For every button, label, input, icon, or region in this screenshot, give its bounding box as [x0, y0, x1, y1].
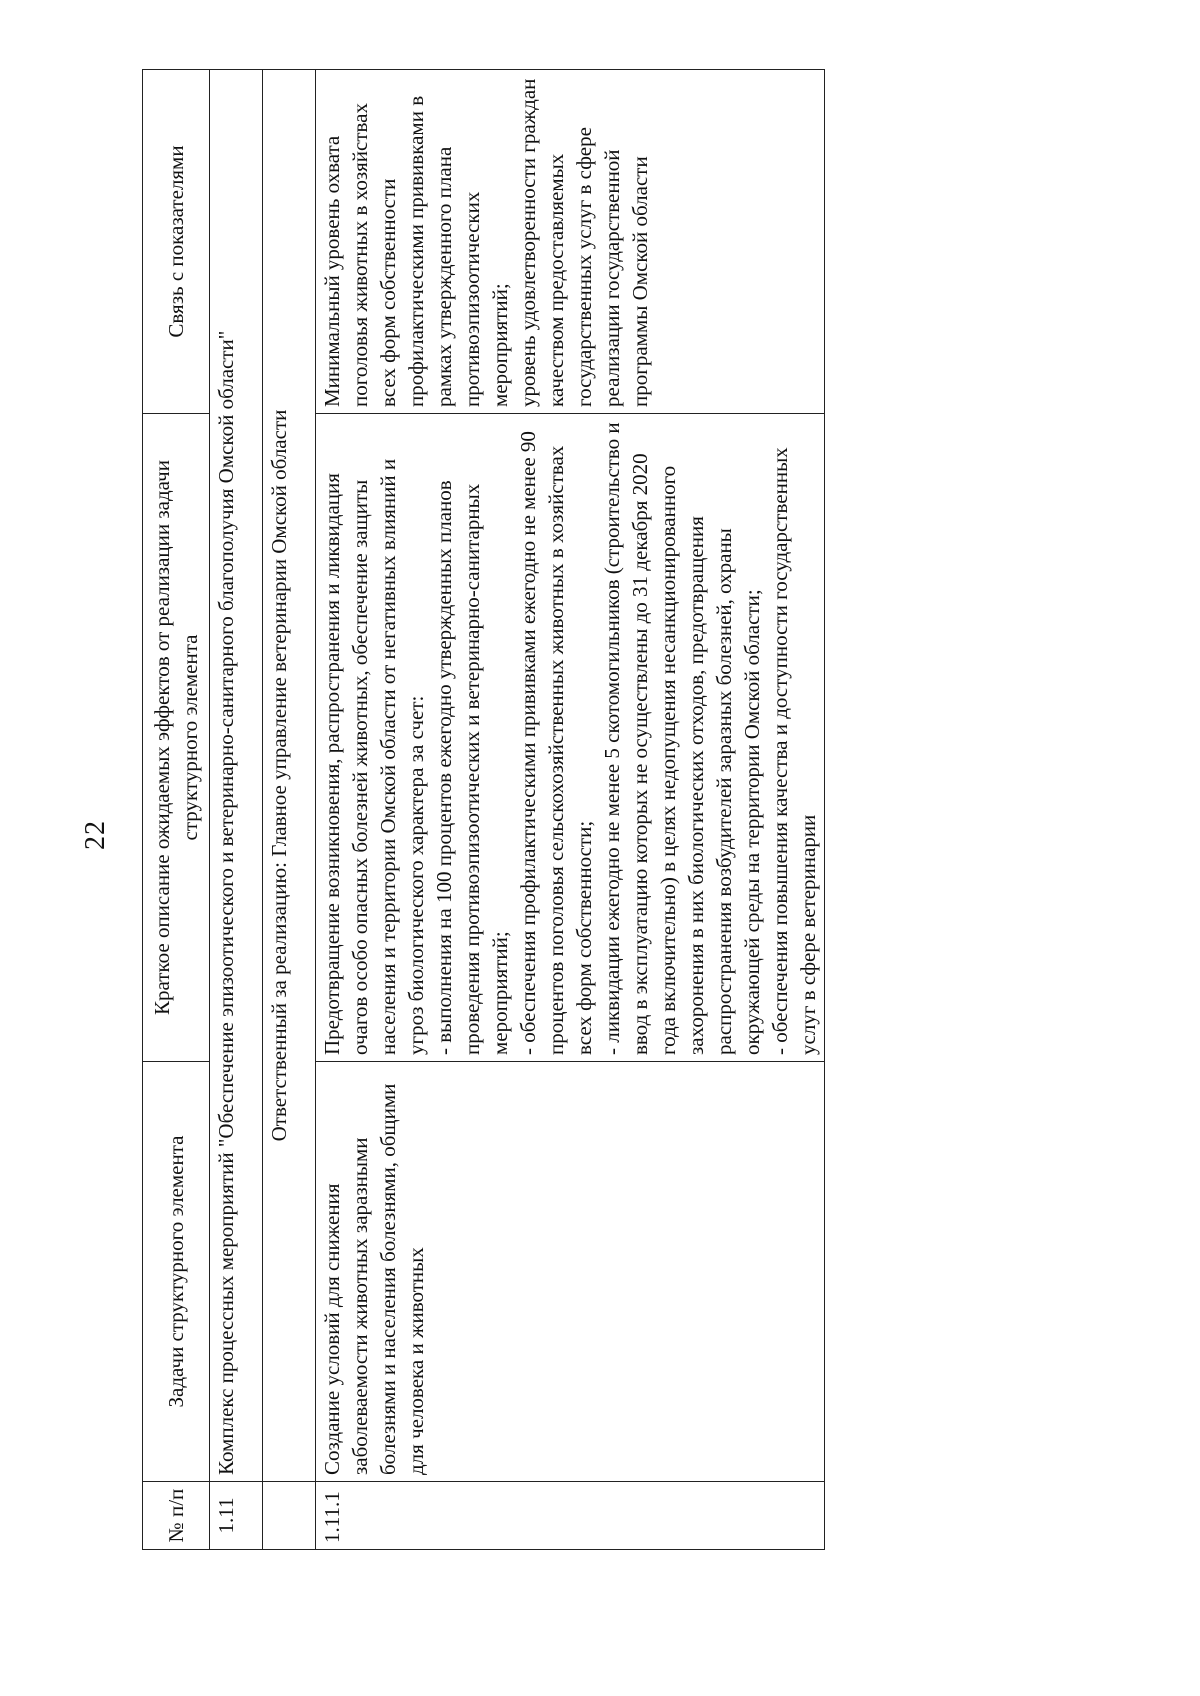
- table-header-row: [143, 70, 210, 1550]
- task-row: [316, 70, 825, 1550]
- header-effects: Краткое описание ожидаемых эффектов от реализации задачи структурного элемента: [143, 414, 210, 1062]
- task-num: 1.11.1: [316, 1482, 825, 1550]
- page-number: 22: [80, 820, 111, 850]
- task-description: Создание условий для снижения заболеваемости животных заразными болезнями и населения болезнями, общими для человека и животных: [316, 1062, 825, 1482]
- header-tasks: Задачи структурного элемента: [143, 1062, 210, 1482]
- responsible-text: Ответственный за реализацию: Главное управление ветеринарии Омской области: [263, 70, 316, 1482]
- complex-row: [210, 70, 263, 1550]
- header-num: № п/п: [143, 1482, 210, 1550]
- complex-title: Комплекс процессных мероприятий "Обеспечение эпизоотического и ветеринарно-санитарного благополучия Омской области": [210, 70, 263, 1482]
- indicators-link: Минимальный уровень охвата поголовья животных в хозяйствах всех форм собственности профилактическими прививками в рамках утвержденного плана противоэпизоотических мероприятий; уровень удовлетворенности граждан качеством предоставляемых государственных услуг в сфере реализации государственной программы Омской области: [316, 70, 825, 414]
- structural-element-table: [142, 69, 825, 1550]
- complex-num: 1.11: [210, 1482, 263, 1550]
- responsible-row: [263, 70, 316, 1550]
- header-indicators: Связь с показателями: [143, 70, 210, 414]
- expected-effects: Предотвращение возникновения, распространения и ликвидация очагов особо опасных болезней животных, обеспечение защиты населения и территории Омской области от негативных влияний и угроз биологического характера за счет: - выполнения на 100 процентов ежегодно утвержденных планов проведения противоэпизоотических и ветеринарно-санитарных мероприятий; - обеспечения профилактическими прививками ежегодно не менее 90 процентов поголовья сельскохозяйственных животных в хозяйствах всех форм собственности; - ликвидации ежегодно не менее 5 скотомогильников (строительство и ввод в эксплуатацию которых не осуществлены до 31 декабря 2020 года включительно) в целях недопущения несанкционированного захоронения в них биологических отходов, предотвращения распространения возбудителей заразных болезней, охраны окружающей среды на территории Омской области; - обеспечения повышения качества и доступности государственных услуг в сфере ветеринарии: [316, 414, 825, 1062]
- rotated-document: [80, 70, 982, 1550]
- responsible-empty-cell: [263, 1482, 316, 1550]
